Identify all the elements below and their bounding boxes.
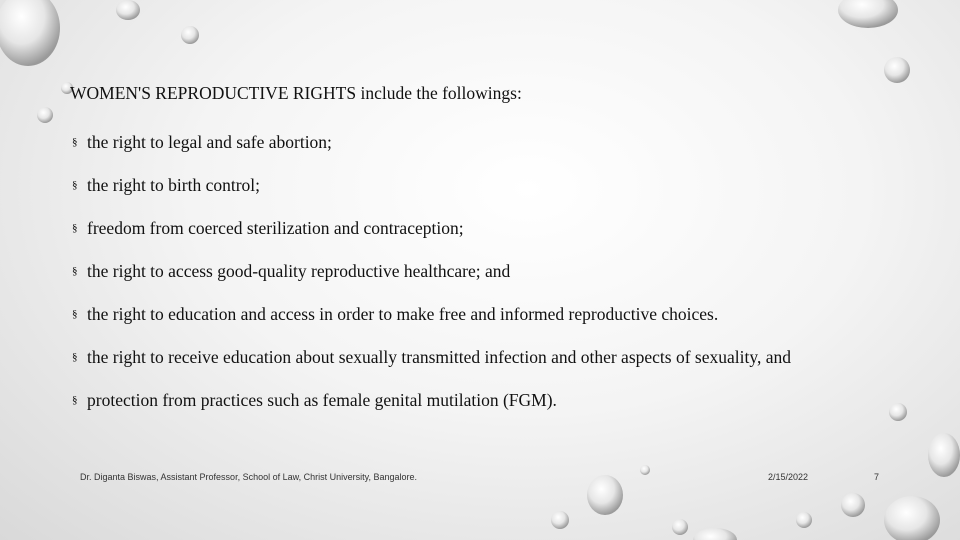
list-item [72, 384, 892, 417]
bullet-list [72, 126, 892, 417]
bullet-text: freedom from coerced sterilization and contraception; [87, 218, 464, 238]
bullet-marker: § [72, 136, 78, 148]
list-item [72, 255, 892, 288]
bullet-marker: § [72, 265, 78, 277]
bullet-text: the right to education and access in order to make free and informed reproductive choices. [87, 304, 719, 324]
list-item [72, 212, 892, 245]
footer-author: Dr. Diganta Biswas, Assistant Professor, School of Law, Christ University, Bangalore. [80, 472, 417, 482]
slide-title: WOMEN'S REPRODUCTIVE RIGHTS include the followings: [70, 83, 522, 103]
bullet-text: the right to legal and safe abortion; [87, 132, 332, 152]
bullet-marker: § [72, 179, 78, 191]
list-item [72, 341, 892, 374]
bullet-marker: § [72, 394, 78, 406]
bullet-text: the right to receive education about sexually transmitted infection and other aspects of sexuality, and [87, 347, 791, 367]
bottom-center-drops [551, 465, 737, 540]
bullet-text: the right to access good-quality reproductive healthcare; and [87, 261, 511, 281]
list-item [72, 169, 892, 202]
top-right-drops [838, 0, 910, 83]
bullet-marker: § [72, 308, 78, 320]
bullet-marker: § [72, 222, 78, 234]
bullet-text: the right to birth control; [87, 175, 261, 195]
list-item [72, 126, 892, 159]
top-left-drops [0, 0, 199, 123]
list-item [72, 298, 892, 331]
bullet-text: protection from practices such as female genital mutilation (FGM). [87, 390, 557, 410]
footer-date: 2/15/2022 [768, 472, 809, 482]
page-number: 7 [874, 472, 880, 482]
bullet-marker: § [72, 351, 78, 363]
